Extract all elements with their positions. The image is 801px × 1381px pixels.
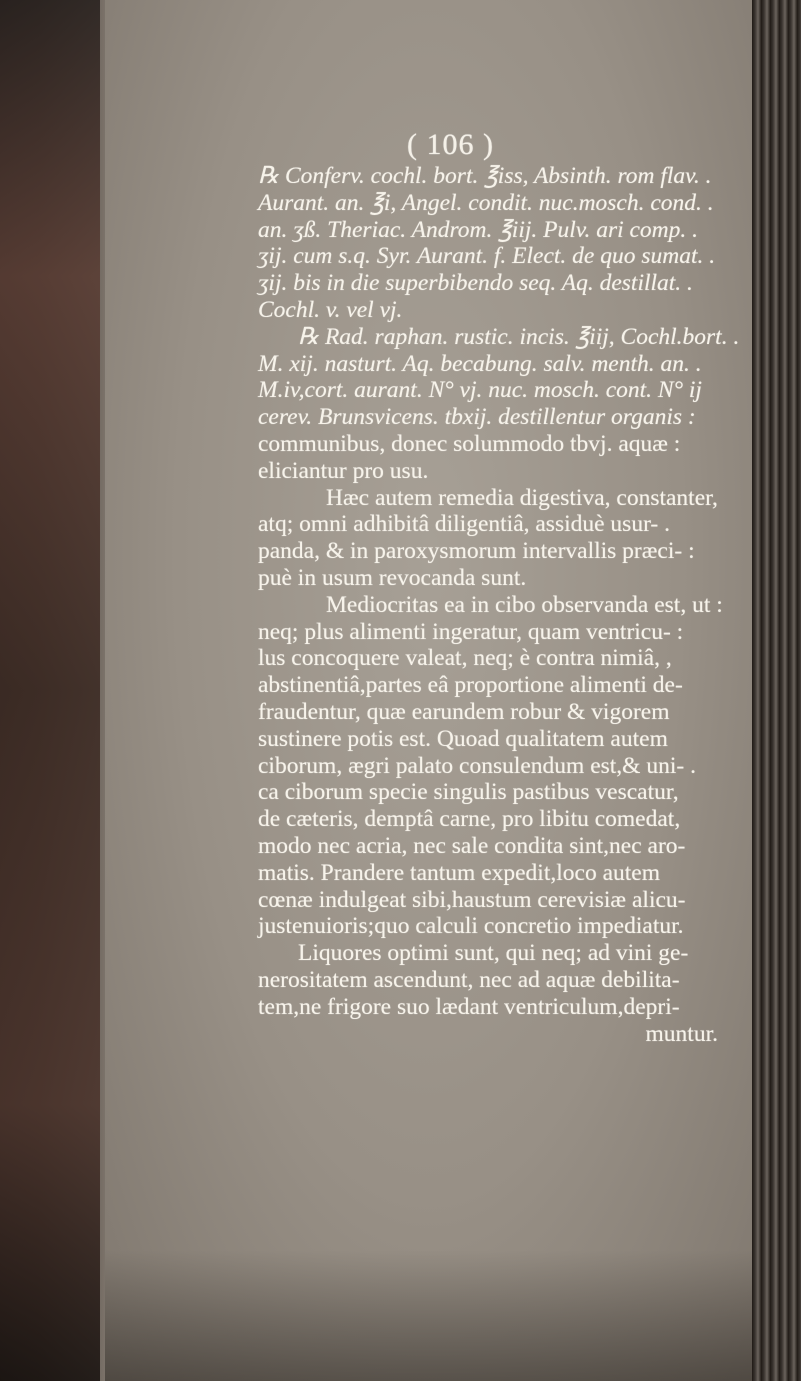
page-number: ( 106 ) bbox=[407, 128, 494, 161]
text-line: de cæteris, demptâ carne, pro libitu comedat, bbox=[258, 806, 681, 833]
page-shadow bbox=[105, 1250, 753, 1381]
text-line: modo nec acria, nec sale condita sint,nec aro- bbox=[258, 832, 686, 859]
text-line: M. xij. nasturt. Aq. becabung. salv. menth. an. . bbox=[258, 350, 702, 377]
body-text bbox=[258, 163, 758, 1047]
text-line: matis. Prandere tantum expedit,loco autem bbox=[258, 859, 660, 886]
text-line: eliciantur pro usu. bbox=[258, 457, 429, 484]
text-line: Liquores optimi sunt, qui neq; ad vini ge- bbox=[298, 940, 689, 967]
text-line: neq; plus alimenti ingeratur, quam ventricu- : bbox=[258, 618, 684, 645]
text-line: ʒij. cum s.q. Syr. Aurant. f. Elect. de quo sumat. . bbox=[258, 243, 716, 270]
text-line: fraudentur, quæ earundem robur & vigorem bbox=[258, 698, 670, 725]
text-line: ℞ Conferv. cochl. bort. ℥iss, Absinth. rom flav. . bbox=[258, 163, 712, 189]
text-line: lus concoquere valeat, neq; è contra nimiâ, , bbox=[258, 645, 672, 672]
text-line: Aurant. an. ℥i, Angel. condit. nuc.mosch. cond. . bbox=[258, 189, 714, 216]
text-line: Hæc autem remedia digestiva, constanter, bbox=[326, 484, 718, 511]
text-line: cerev. Brunsvicens. tbxij. destillentur organis : bbox=[258, 404, 696, 431]
text-line: ciborum, ægri palato consulendum est,& uni- . bbox=[258, 752, 696, 779]
text-line: sustinere potis est. Quoad qualitatem autem bbox=[258, 725, 668, 752]
binding-edge bbox=[0, 0, 100, 1381]
text-line: cœnæ indulgeat sibi,haustum cerevisiæ alicu- bbox=[258, 886, 686, 913]
text-line: panda, & in paroxysmorum intervallis præci- : bbox=[258, 538, 695, 565]
text-line: nerositatem ascendunt, nec ad aquæ debilita- bbox=[258, 966, 680, 993]
text-line: M.iv,cort. aurant. N° vj. nuc. mosch. cont. N° ij bbox=[258, 377, 702, 404]
text-line: atq; omni adhibitâ diligentiâ, assiduè usur- . bbox=[258, 511, 671, 538]
text-line: Mediocritas ea in cibo observanda est, ut : bbox=[326, 591, 723, 618]
text-line: communibus, donec solummodo tbvj. aquæ : bbox=[258, 430, 681, 457]
text-line: ca ciborum specie singulis pastibus vescatur, bbox=[258, 779, 679, 806]
facing-page-edge bbox=[752, 0, 801, 1381]
text-line: abstinentiâ,partes eâ proportione alimenti de- bbox=[258, 672, 683, 699]
text-line: puè in usum revocanda sunt. bbox=[258, 564, 527, 591]
text-line: muntur. bbox=[645, 1020, 718, 1047]
text-line: ʒij. bis in die superbibendo seq. Aq. destillat. . bbox=[258, 270, 693, 297]
text-line: ℞ Rad. raphan. rustic. incis. ℥iij, Cochl.bort. . bbox=[298, 323, 740, 350]
text-line: an. ʒß. Theriac. Androm. ℥iij. Pulv. ari comp. . bbox=[258, 216, 699, 243]
text-line: justenuioris;quo calculi concretio impediatur. bbox=[258, 913, 684, 940]
text-line: Cochl. v. vel vj. bbox=[258, 296, 403, 323]
text-line: tem,ne frigore suo lædant ventriculum,depri- bbox=[258, 993, 680, 1020]
